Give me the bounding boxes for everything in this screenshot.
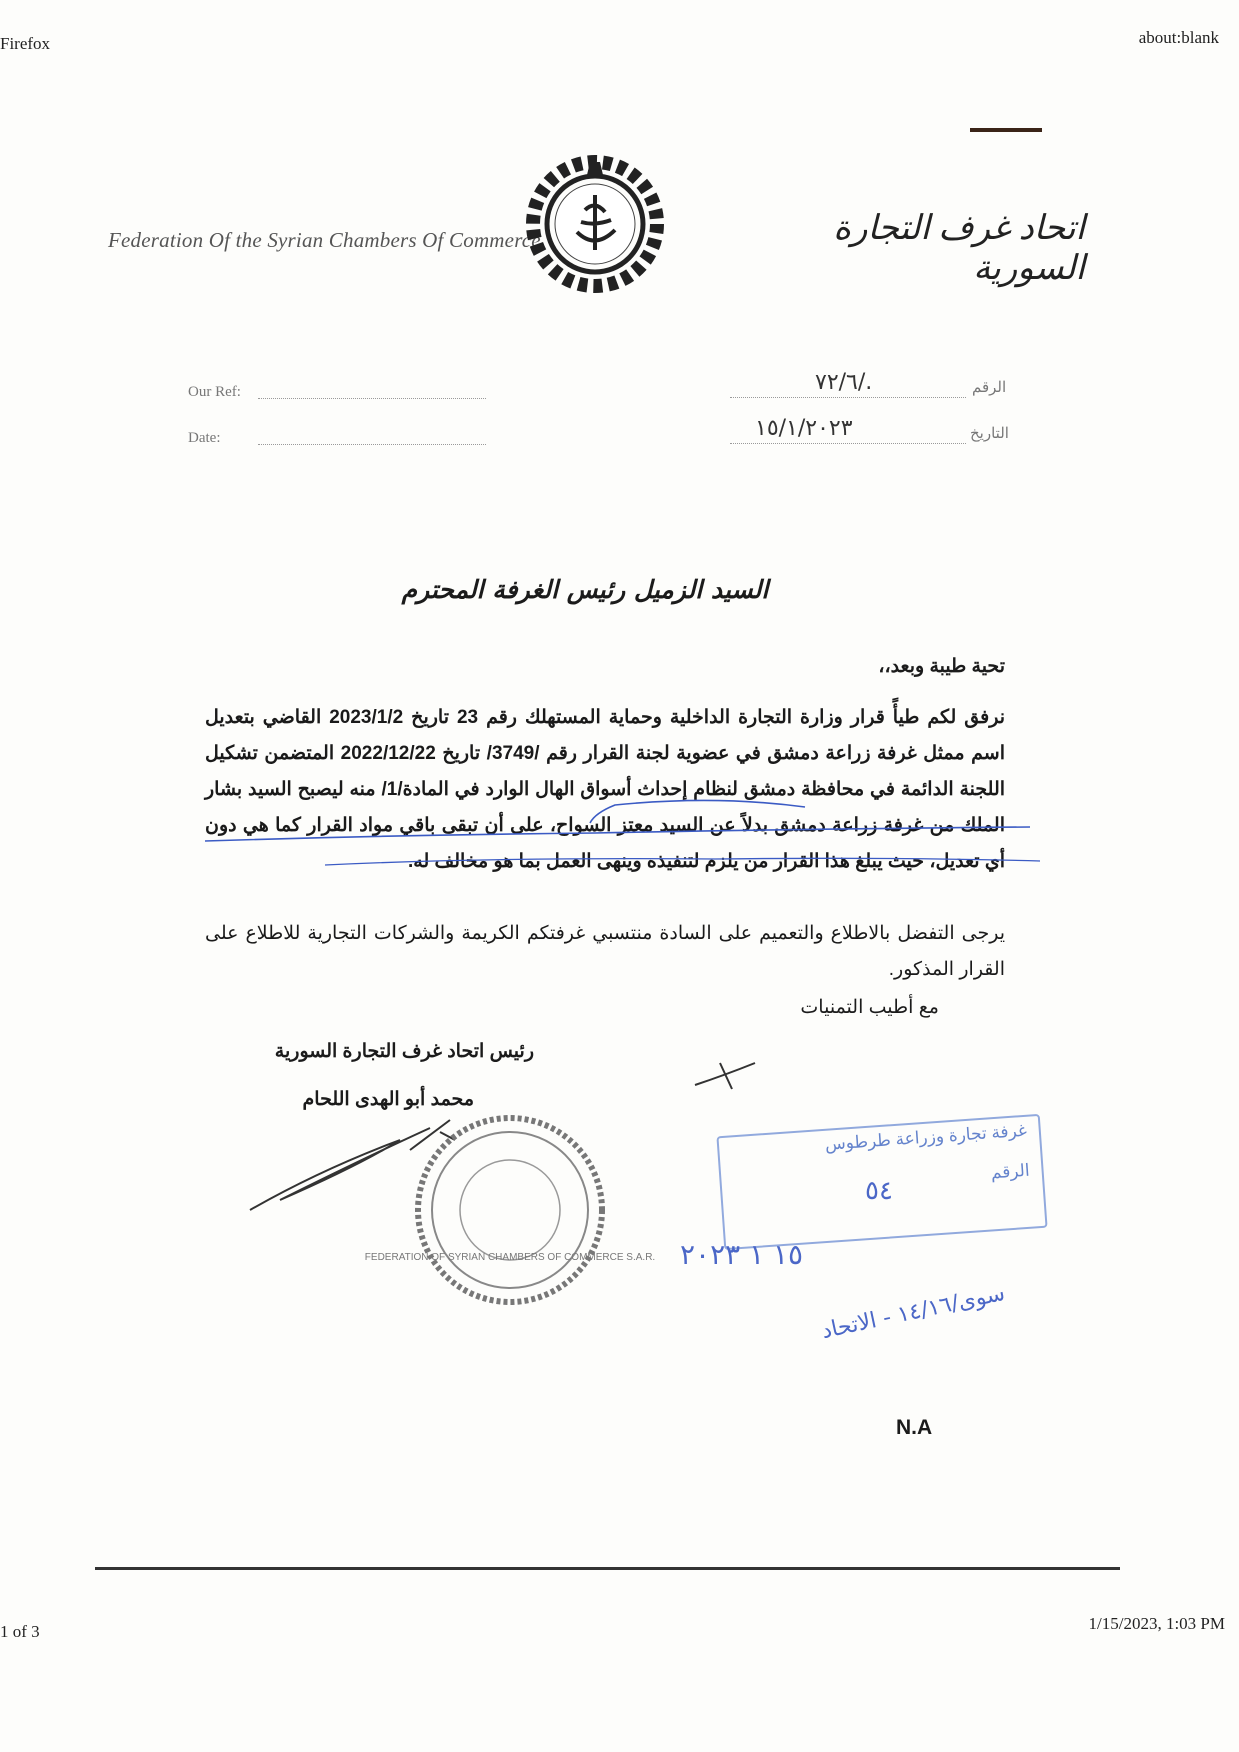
seal-text: FEDERATION OF SYRIAN CHAMBERS OF COMMERCE S.A.R. — [364, 1252, 656, 1263]
cross-mark — [690, 1055, 760, 1095]
stamp-number-handwritten: ٥٤ — [865, 1176, 893, 1206]
letter-greeting: تحية طيبة وبعد،، — [878, 656, 1005, 677]
initials: N.A — [896, 1416, 933, 1439]
letter-closing: مع أطيب التمنيات — [800, 997, 939, 1018]
print-timestamp: 1/15/2023, 1:03 PM — [1088, 1614, 1225, 1633]
letter-salutation: السيد الزميل رئيس الغرفة المحترم — [401, 575, 769, 604]
federation-logo — [525, 150, 665, 300]
our-ref-label: Our Ref: — [188, 384, 241, 400]
page-counter: 1 of 3 — [0, 1622, 40, 1641]
stamp-header: غرفة تجارة وزراعة طرطوس — [824, 1120, 1028, 1154]
ref-date-handwritten: ١٥/١/٢٠٢٣ — [755, 416, 853, 441]
stamp-handwritten-note: سوى/١٤/١٦ - الاتحاد — [819, 1280, 1008, 1345]
our-ref-line — [258, 397, 486, 399]
footer-rule — [95, 1567, 1120, 1570]
number-line-ar — [730, 396, 966, 398]
date-label-ar: التاريخ — [970, 426, 1009, 442]
signer-name: محمد أبو الهدى اللحام — [302, 1089, 474, 1110]
number-label-ar: الرقم — [972, 380, 1007, 396]
gear-emblem-icon — [525, 150, 665, 300]
pen-underline-marks — [195, 795, 1045, 875]
stamp-date-handwritten: ١٥ ١ ٢٠٢٣ — [680, 1238, 804, 1271]
browser-app-name: Firefox — [0, 34, 51, 53]
signer-title: رئيس اتحاد غرف التجارة السورية — [274, 1041, 534, 1062]
federation-seal — [364, 1110, 656, 1310]
date-line — [258, 443, 486, 445]
browser-url: about:blank — [1138, 28, 1219, 47]
letter-paragraph-2: يرجى التفضل بالاطلاع والتعميم على السادة منتسبي غرفتكم الكريمة والشركات التجارية للاطلاع على القرار المذكور. — [205, 923, 1005, 980]
letterhead-name-ar: اتحاد غرف التجارة السورية — [833, 210, 1085, 287]
date-line-ar — [730, 442, 966, 444]
stamp-number-label: الرقم — [990, 1160, 1031, 1183]
ref-number-handwritten: ٧٢/٦/. — [815, 370, 873, 395]
letter-paragraph-1: نرفق لكم طيأً قرار وزارة التجارة الداخلية وحماية المستهلك رقم 23 تاريخ 2023/1/2 القاضي بتعديل اسم ممثل غرفة زراعة دمشق في عضوية لجنة القرار رقم /3749/ تاريخ 2022/12/22 المتضمن تشكيل اللجنة الدائمة في محافظة دمشق لنظام إحداث أسواق الهال الوارد في المادة/1/ منه ليصبح السيد بشار الملك من غرفة زراعة دمشق بدلاً عن السيد معتز السواح، على أن تبقى باقي مواد القرار كما هي دون أي تعديل، حيث يبلغ هذا القرار من يلزم لتنفيذه وينهى العمل بما هو مخالف له. — [205, 707, 1006, 872]
letterhead-accent-line — [970, 128, 1042, 132]
letterhead-name-en: Federation Of the Syrian Chambers Of Commerce — [108, 228, 541, 252]
date-label: Date: — [188, 430, 221, 446]
